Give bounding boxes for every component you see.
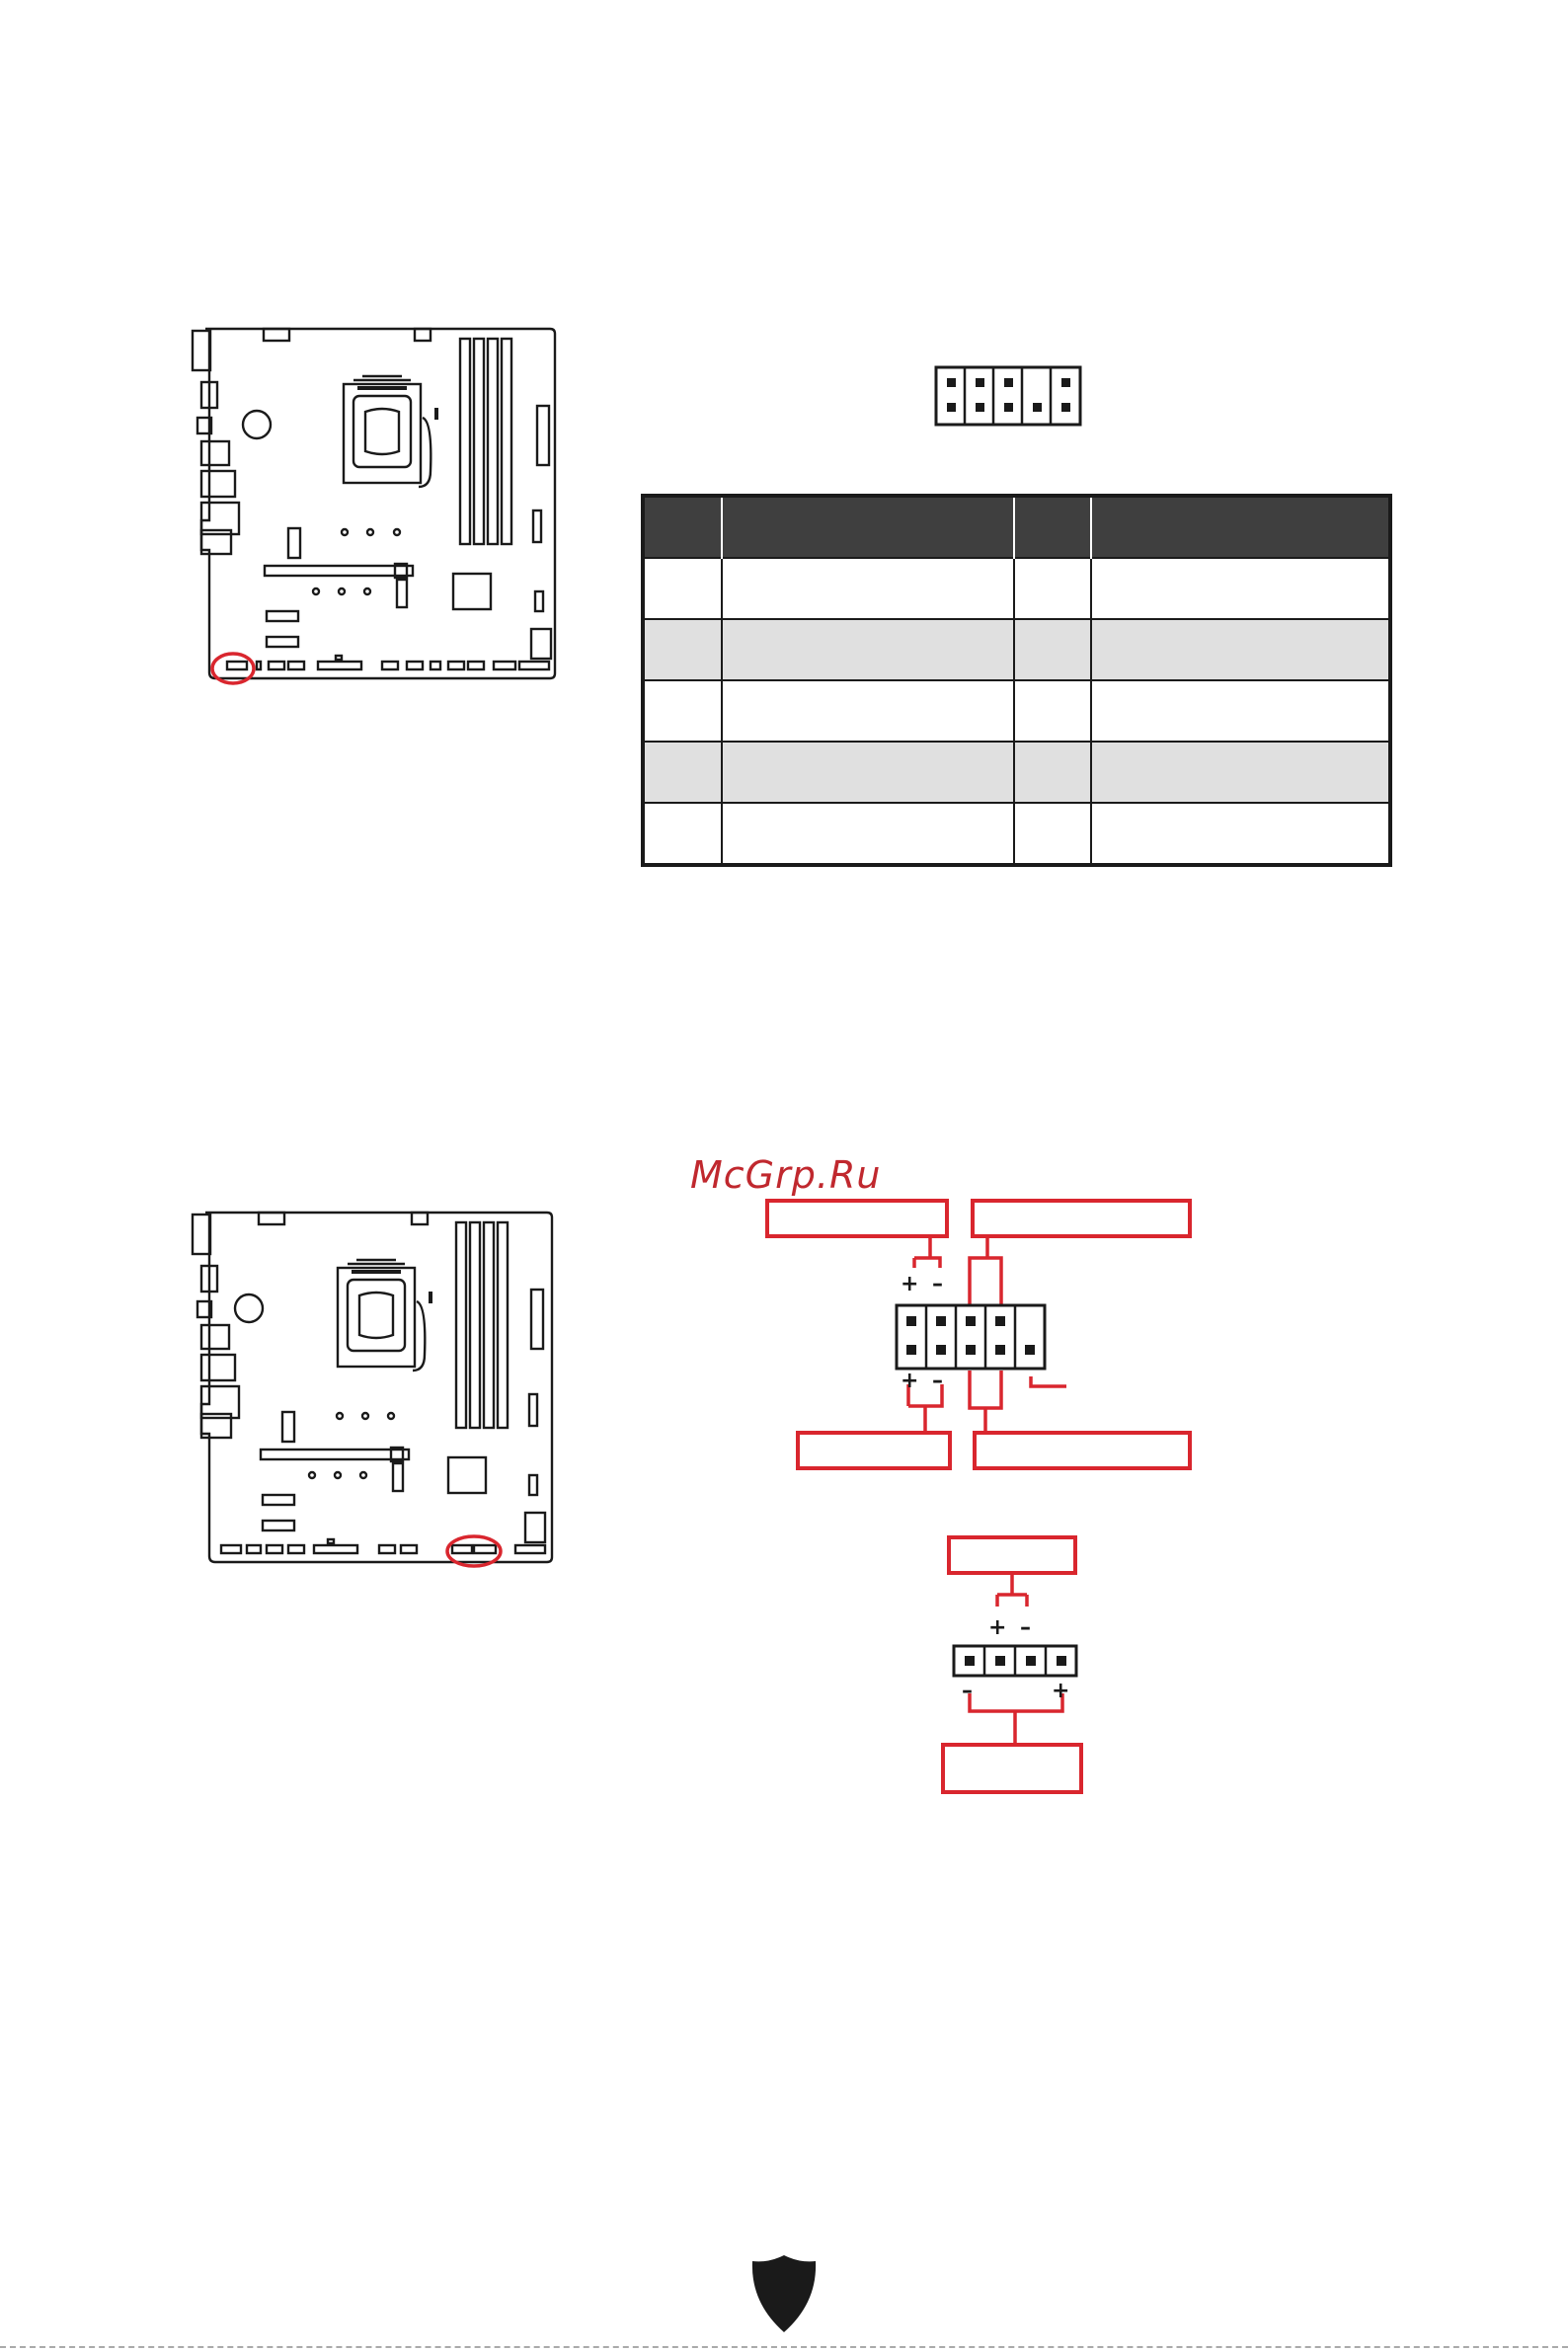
table-cell: [1091, 558, 1390, 619]
table-cell: [1091, 803, 1390, 865]
msi-shield-logo: [750, 2253, 818, 2334]
polarity-plus: +: [988, 1615, 1007, 1640]
table-cell: [643, 558, 722, 619]
label-box-bottom-right: [973, 1431, 1192, 1470]
table-row: [643, 680, 1390, 742]
table-cell: [643, 803, 722, 865]
label-box-top-right: [971, 1199, 1192, 1238]
table-row: [643, 803, 1390, 865]
table-cell: [1014, 742, 1091, 803]
page-bottom-rule: [0, 2346, 1568, 2348]
table-cell: [722, 619, 1014, 680]
polarity-minus: –: [932, 1272, 943, 1296]
table-cell: [643, 742, 722, 803]
table-cell: [722, 680, 1014, 742]
motherboard-diagram-2: [190, 1207, 565, 1572]
table-header-row: [643, 496, 1390, 558]
table-row: [643, 558, 1390, 619]
table-cell: [722, 558, 1014, 619]
table-cell: [722, 803, 1014, 865]
label-box-top-left: [765, 1199, 949, 1238]
table-cell: [643, 680, 722, 742]
table-cell: [1014, 558, 1091, 619]
label-box-top: [947, 1535, 1077, 1575]
pin-definition-table: [641, 494, 1392, 867]
table-cell: [1091, 742, 1390, 803]
polarity-plus: +: [901, 1272, 919, 1296]
table-row: [643, 742, 1390, 803]
table-cell: [722, 742, 1014, 803]
polarity-minus: –: [1020, 1615, 1031, 1640]
polarity-minus: –: [962, 1679, 973, 1703]
label-box-bottom-left: [796, 1431, 952, 1470]
table-cell: [1091, 680, 1390, 742]
front-panel-connector-1: [889, 1238, 1086, 1432]
header-signal-name: [1091, 496, 1390, 558]
header-signal-name: [722, 496, 1014, 558]
watermark-text: McGrp.Ru: [690, 1153, 882, 1197]
header-pin: [1014, 496, 1091, 558]
header-pin: [643, 496, 722, 558]
table-row: [643, 619, 1390, 680]
polarity-plus: +: [901, 1369, 919, 1393]
table-cell: [1091, 619, 1390, 680]
polarity-minus: –: [932, 1369, 943, 1393]
table-cell: [1014, 803, 1091, 865]
table-cell: [1014, 619, 1091, 680]
pin-header-diagram: [934, 365, 1082, 427]
label-box-bottom: [941, 1743, 1083, 1794]
polarity-plus: +: [1052, 1679, 1070, 1703]
table-cell: [1014, 680, 1091, 742]
motherboard-diagram-1: [190, 323, 565, 688]
front-panel-connector-2: [948, 1575, 1086, 1745]
table-cell: [643, 619, 722, 680]
